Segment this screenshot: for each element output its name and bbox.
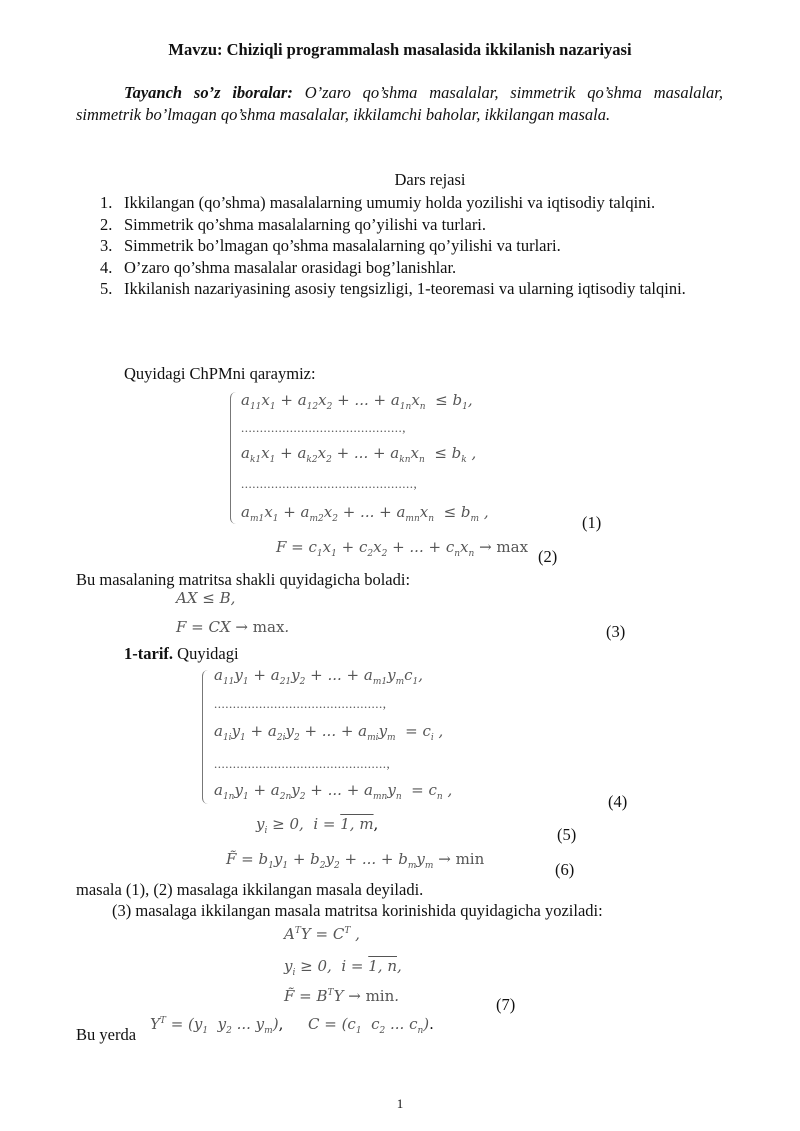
constraint-row-1: $a_{11}x_1 + a_{12}x_2$ + ... + $a_{1n}x_n \le b_1$, bbox=[241, 391, 473, 412]
constraint-row-k: $a_{k1}x_1 + a_{k2}x_2$ + ... + $a_{kn}x_n \le b_k$ , bbox=[241, 444, 477, 465]
plan-item: 4. O’zaro qo’shma masalalar orasidagi bog’lanishlar. bbox=[100, 257, 457, 277]
lesson-plan-list bbox=[100, 192, 723, 300]
dual-constraint-row-1: $a_{11}y_1 + a_{21}y_2$ + ... + $a_{m1}y_mc_1$, bbox=[214, 666, 424, 687]
keywords-lead: Tayanch so’z iboralar: bbox=[124, 83, 293, 102]
system-brace bbox=[230, 392, 237, 524]
dots-row: .............................................., bbox=[214, 756, 391, 771]
dual-constraint-row-i: $a_{1i}y_1 + a_{2i}y_2$ + ... + $a_{mi}y_m = c_i$ , bbox=[214, 722, 444, 743]
equation-number-2: (2) bbox=[538, 547, 558, 566]
page-title: Mavzu: Chiziqli programmalash masalasida ikkilanish nazariyasi bbox=[168, 40, 632, 59]
definition-line: 1-tarif. Quyidagi bbox=[124, 644, 239, 663]
intro-text: Quyidagi ChPMni qaraymiz: bbox=[124, 364, 316, 383]
equation-number-6: (6) bbox=[555, 860, 575, 879]
dots-row: .............................................., bbox=[241, 476, 418, 491]
vector-c-definition: $C = (c_1$ $c_2$ ... $c_n$). bbox=[308, 1015, 434, 1036]
equation-number-5: (5) bbox=[557, 825, 577, 844]
dual-system-brace bbox=[202, 670, 209, 804]
objective-function: $F = c_1x_1 + c_2x_2$ + ... + $c_nx_n \to \max$ bbox=[276, 538, 529, 559]
matrix-dual-text: (3) masalaga ikkilangan masala matritsa korinishida quyidagicha yoziladi: bbox=[112, 901, 603, 920]
after-definition-text: masala (1), (2) masalaga ikkilangan masala deyiladi. bbox=[76, 880, 424, 899]
plan-item: 1. Ikkilangan (qo’shma) masalalarning umumiy holda yozilishi va iqtisodiy talqini. bbox=[100, 193, 656, 212]
plan-item: 5. Ikkilanish nazariyasining asosiy tengsizligi, 1-teoremasi va ularning iqtisodiy talqini. bbox=[100, 279, 686, 298]
plan-item: 2. Simmetrik qo’shma masalalarning qo’yilishi va turlari. bbox=[100, 214, 487, 234]
equation-number-7: (7) bbox=[496, 995, 516, 1014]
dual-matrix-constraint: $A^TY = C^T$ , bbox=[284, 925, 360, 943]
dual-matrix-objective: F̃ = $B^TY \to \min$. bbox=[284, 987, 400, 1005]
keywords-paragraph bbox=[76, 82, 723, 126]
equation-number-4: (4) bbox=[608, 792, 628, 811]
keywords-text: O’zaro qo’shma masalalar, simmetrik qo’shma masalalar, simmetrik bo’lmagan qo’shma masalalar, ikkilamchi baholar, ikkilangan masala. bbox=[76, 83, 723, 124]
constraint-row-m: $a_{m1}x_1 + a_{m2}x_2$ + ... + $a_{mn}x_n \le b_m$ , bbox=[241, 503, 489, 524]
equation-number-1: (1) bbox=[582, 513, 602, 532]
plan-item: 3. Simmetrik bo’lmagan qo’shma masalalarning qo’yilishi va turlari. bbox=[100, 236, 561, 255]
nonnegativity-condition: $y_i \ge 0$, i = 1, m, bbox=[256, 815, 379, 836]
equation-number-3: (3) bbox=[606, 622, 626, 641]
dots-row: ............................................., bbox=[214, 696, 387, 711]
page-number: 1 bbox=[396, 1096, 404, 1111]
matrix-constraint: AX ≤ B, bbox=[176, 589, 236, 607]
bu-yerda-text: Bu yerda bbox=[76, 1025, 137, 1044]
matrix-objective: F = CX → max. bbox=[176, 618, 290, 636]
matrix-form-text: Bu masalaning matritsa shakli quyidagicha boladi: bbox=[76, 570, 411, 589]
dots-row: ..........................................., bbox=[241, 420, 406, 435]
dual-matrix-nonnegativity: $y_i \ge 0$, i = 1, n, bbox=[284, 957, 402, 978]
dual-objective: F̃ = $b_1y_1 + b_2y_2$ + ... + $b_my_m \to \min$ bbox=[226, 850, 485, 871]
plan-title: Dars rejasi bbox=[394, 170, 466, 189]
dual-constraint-row-n: $a_{1n}y_1 + a_{2n}y_2$ + ... + $a_{mn}y_n = c_n$ , bbox=[214, 781, 453, 802]
vector-y-definition: $Y^T = (y_1$ $y_2$ ... $y_m$), bbox=[150, 1015, 284, 1036]
